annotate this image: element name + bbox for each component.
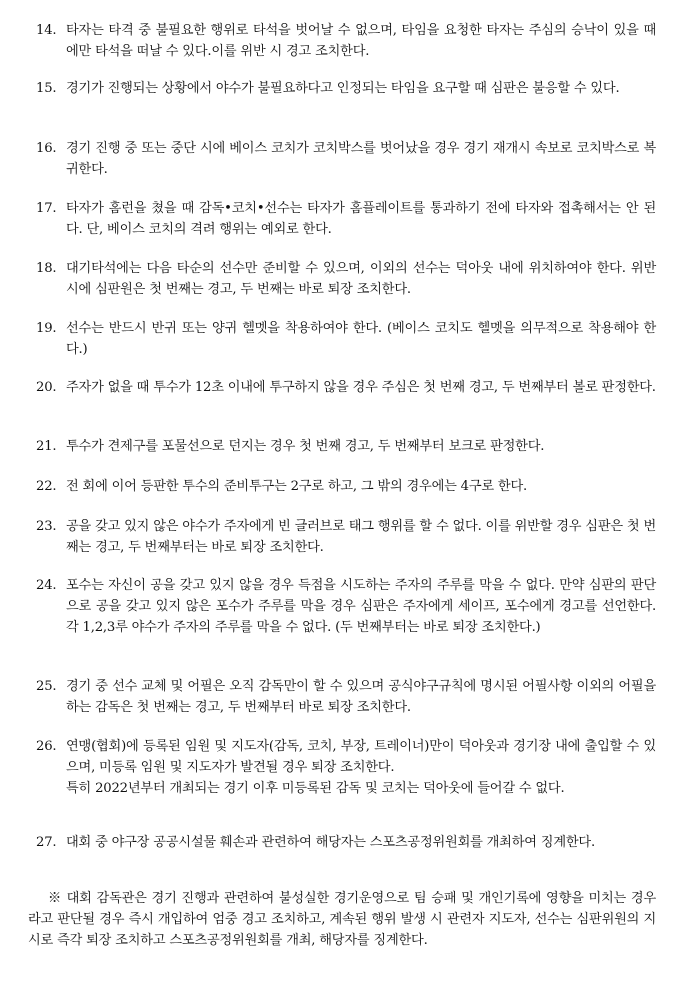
- rule-number: 23.: [36, 519, 57, 534]
- rule-23: [36, 516, 656, 558]
- rule-21: [36, 436, 656, 457]
- rule-text: 공을 갖고 있지 않은 야수가 주자에게 빈 글러브로 태그 행위를 할 수 없다. 이를 위반할 경우 심판은 첫 번째는 경고, 두 번째부터는 바로 퇴장 조치한다.: [66, 519, 656, 555]
- rule-text: 경기가 진행되는 상황에서 야수가 불필요하다고 인정되는 타임을 요구할 때 심판은 불응할 수 있다.: [66, 81, 620, 96]
- rule-15: [36, 78, 656, 99]
- rule-19: [36, 318, 656, 360]
- rule-number: 19.: [36, 321, 57, 336]
- supervisor-note: ※ 대회 감독관은 경기 진행과 관련하여 불성실한 경기운영으로 팀 승패 및 개인기록에 영향을 미치는 경우 라고 판단될 경우 즉시 개입하여 엄중 경고 조치하고, 계속된 행위 발생 시 관련자 지도자, 선수는 심판위원의 지시로 즉각 퇴장 조치하고 스포츠공정위원회를 개최, 해당자를 징계한다.: [28, 891, 656, 948]
- rule-24: [36, 575, 656, 638]
- rule-18: [36, 258, 656, 300]
- rule-number: 16.: [36, 141, 57, 156]
- rule-25: [36, 676, 656, 718]
- rule-text: 대회 중 야구장 공공시설물 훼손과 관련하여 해당자는 스포츠공정위원회를 개최하여 징계한다.: [66, 835, 595, 850]
- rule-text: 경기 중 선수 교체 및 어필은 오직 감독만이 할 수 있으며 공식야구규칙에 명시된 어필사항 이외의 어필을 하는 감독은 첫 번째는 경고, 두 번째부터 바로 퇴장 조치한다.: [66, 679, 656, 715]
- rule-20: [36, 377, 656, 398]
- rule-number: 27.: [36, 835, 57, 850]
- rule-text: 연맹(협회)에 등록된 임원 및 지도자(감독, 코치, 부장, 트레이너)만이 덕아웃과 경기장 내에 출입할 수 있으며, 미등록 임원 및 지도자가 발견될 경우 퇴장 조치한다.: [66, 739, 656, 775]
- rule-number: 14.: [36, 23, 57, 38]
- rule-number: 17.: [36, 201, 57, 216]
- rule-text: 전 회에 이어 등판한 투수의 준비투구는 2구로 하고, 그 밖의 경우에는 4구로 한다.: [66, 479, 527, 494]
- rule-text: 투수가 견제구를 포물선으로 던지는 경우 첫 번째 경고, 두 번째부터 보크로 판정한다.: [66, 439, 545, 454]
- rule-text: 선수는 반드시 반귀 또는 양귀 헬멧을 착용하여야 한다. (베이스 코치도 헬멧을 의무적으로 착용해야 한다.): [66, 321, 656, 357]
- rule-number: 18.: [36, 261, 57, 276]
- rule-text: 포수는 자신이 공을 갖고 있지 않을 경우 득점을 시도하는 주자의 주루를 막을 수 없다. 만약 심판의 판단으로 공을 갖고 있지 않은 포수가 주루를 막을 경우 심판은 주자에게 세이프, 포수에게 경고를 선언한다. 각 1,2,3루 야수가 주자의 주루를 막을 수 없다. (두 번째부터는 바로 퇴장 조치한다.): [66, 578, 656, 635]
- rule-27: [36, 832, 656, 853]
- rule-text-continued: 특히 2022년부터 개최되는 경기 이후 미등록된 감독 및 코치는 덕아웃에 들어갈 수 없다.: [66, 781, 565, 796]
- rule-number: 15.: [36, 81, 57, 96]
- rule-text: 타자가 홈런을 쳤을 때 감독•코치•선수는 타자가 홈플레이트를 통과하기 전에 타자와 접촉해서는 안 된다. 단, 베이스 코치의 격려 행위는 예외로 한다.: [66, 201, 656, 237]
- rule-16: [36, 138, 656, 180]
- rule-text: 경기 진행 중 또는 중단 시에 베이스 코치가 코치박스를 벗어났을 경우 경기 재개시 속보로 코치박스로 복귀한다.: [66, 141, 656, 177]
- rule-26: [36, 736, 656, 799]
- rule-number: 20.: [36, 380, 57, 395]
- rule-text: 타자는 타격 중 불필요한 행위로 타석을 벗어날 수 없으며, 타임을 요청한 타자는 주심의 승낙이 있을 때에만 타석을 떠날 수 있다.이를 위반 시 경고 조치한다.: [66, 23, 656, 59]
- rule-17: [36, 198, 656, 240]
- rule-22: [36, 476, 656, 497]
- rule-number: 25.: [36, 679, 57, 694]
- rule-text: 대기타석에는 다음 타순의 선수만 준비할 수 있으며, 이외의 선수는 덕아웃 내에 위치하여야 한다. 위반 시에 심판원은 첫 번째는 경고, 두 번째는 바로 퇴장 조치한다.: [66, 261, 656, 297]
- rule-number: 26.: [36, 739, 57, 754]
- rule-14: [36, 20, 656, 62]
- rule-number: 22.: [36, 479, 57, 494]
- rule-number: 21.: [36, 439, 57, 454]
- rule-number: 24.: [36, 578, 57, 593]
- rule-text: 주자가 없을 때 투수가 12초 이내에 투구하지 않을 경우 주심은 첫 번째 경고, 두 번째부터 볼로 판정한다.: [66, 380, 656, 395]
